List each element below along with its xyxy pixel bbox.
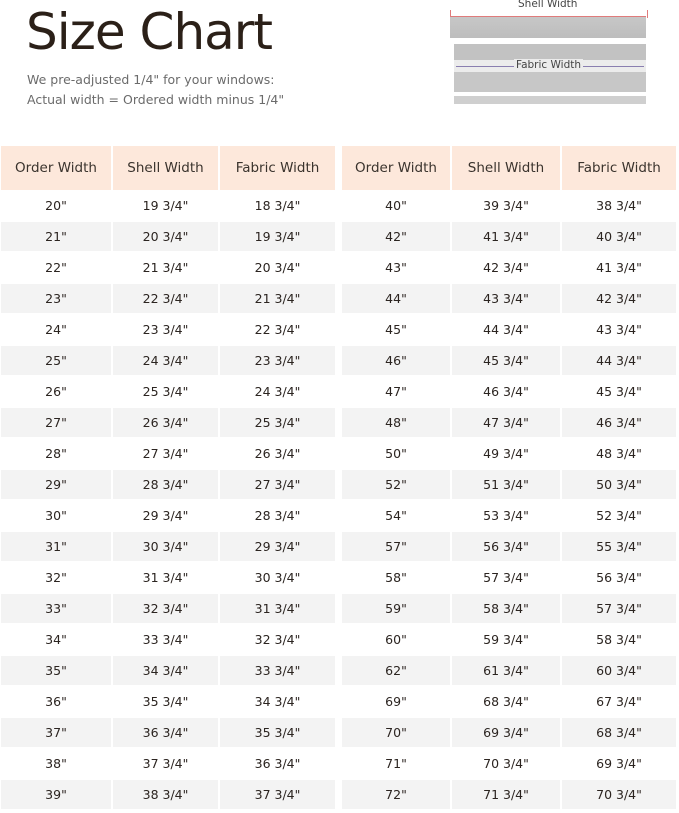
table-row	[1, 531, 335, 562]
shell-width-cell: 70 3/4"	[450, 749, 560, 778]
order-width-cell: 21"	[1, 222, 111, 251]
table-row	[342, 624, 676, 655]
shell-width-cell: 69 3/4"	[450, 718, 560, 747]
shell-width-cell: 25 3/4"	[111, 377, 218, 406]
fabric-panel-bottom	[454, 96, 646, 104]
order-width-cell: 69"	[385, 694, 407, 709]
note-line-1: We pre-adjusted 1/4" for your windows:	[27, 72, 275, 87]
shell-width-cell: 23 3/4"	[111, 315, 218, 344]
col-order-width: Order Width	[355, 160, 437, 176]
table-row	[342, 562, 676, 593]
order-width-cell: 38"	[45, 756, 67, 771]
fabric-width-cell: 46 3/4"	[560, 408, 676, 437]
table-row	[1, 624, 335, 655]
col-fabric-width: Fabric Width	[560, 146, 676, 190]
table-row	[342, 469, 676, 500]
shell-marker-right	[647, 10, 648, 18]
table-row	[1, 252, 335, 283]
shell-width-cell: 24 3/4"	[111, 346, 218, 375]
shell-width-cell: 71 3/4"	[450, 780, 560, 809]
shell-width-cell: 28 3/4"	[111, 470, 218, 499]
order-width-cell: 22"	[45, 260, 67, 275]
fabric-width-cell: 44 3/4"	[560, 346, 676, 375]
table-body	[1, 190, 335, 810]
order-width-cell: 46"	[342, 346, 450, 375]
shell-width-cell: 32 3/4"	[111, 594, 218, 623]
shell-width-cell: 21 3/4"	[111, 253, 218, 282]
adjustment-note	[27, 70, 284, 110]
fabric-width-cell: 48 3/4"	[560, 439, 676, 468]
table-row	[1, 748, 335, 779]
order-width-cell: 37"	[1, 718, 111, 747]
shell-width-cell: 59 3/4"	[450, 625, 560, 654]
table-row	[342, 531, 676, 562]
table-row	[1, 314, 335, 345]
size-table-right	[342, 146, 676, 810]
size-table-left	[1, 146, 335, 810]
table-row	[342, 748, 676, 779]
order-width-cell: 48"	[342, 408, 450, 437]
fabric-width-label: Fabric Width	[516, 59, 582, 71]
fabric-width-cell: 35 3/4"	[218, 718, 335, 747]
table-row	[342, 221, 676, 252]
order-width-cell: 23"	[1, 284, 111, 313]
fabric-width-cell: 21 3/4"	[218, 284, 335, 313]
page-title: Size Chart	[26, 3, 272, 61]
table-row	[342, 779, 676, 810]
fabric-width-cell: 52 3/4"	[560, 501, 676, 530]
table-row	[342, 655, 676, 686]
shell-width-cell: 45 3/4"	[450, 346, 560, 375]
table-row	[1, 562, 335, 593]
table-row	[1, 500, 335, 531]
col-shell-width: Shell Width	[450, 146, 560, 190]
fabric-width-cell: 30 3/4"	[218, 563, 335, 592]
fabric-width-cell: 18 3/4"	[218, 191, 335, 220]
order-width-cell: 62"	[342, 656, 450, 685]
order-width-cell: 33"	[1, 594, 111, 623]
shell-width-cell: 29 3/4"	[111, 501, 218, 530]
table-row	[1, 345, 335, 376]
shell-width-cell: 53 3/4"	[450, 501, 560, 530]
fabric-width-cell: 31 3/4"	[218, 594, 335, 623]
order-width-cell: 27"	[1, 408, 111, 437]
shell-width-cell: 35 3/4"	[111, 687, 218, 716]
fabric-width-cell: 68 3/4"	[560, 718, 676, 747]
order-width-cell: 36"	[45, 694, 67, 709]
table-row	[1, 221, 335, 252]
table-row	[342, 438, 676, 469]
order-width-cell: 43"	[385, 260, 407, 275]
fabric-width-cell: 37 3/4"	[218, 780, 335, 809]
table-row	[1, 190, 335, 221]
fabric-width-cell: 67 3/4"	[560, 687, 676, 716]
fabric-width-cell: 57 3/4"	[560, 594, 676, 623]
shell-width-cell: 37 3/4"	[111, 749, 218, 778]
table-row	[342, 190, 676, 221]
note-line-2: Actual width = Ordered width minus 1/4"	[27, 92, 285, 107]
fabric-panel-middle	[454, 72, 646, 92]
table-header	[1, 146, 335, 190]
order-width-cell: 28"	[45, 446, 67, 461]
fabric-width-cell: 41 3/4"	[560, 253, 676, 282]
order-width-cell: 44"	[342, 284, 450, 313]
table-row	[1, 655, 335, 686]
fabric-width-cell: 26 3/4"	[218, 439, 335, 468]
table-row	[1, 717, 335, 748]
order-width-cell: 34"	[45, 632, 67, 647]
fabric-width-cell: 38 3/4"	[560, 191, 676, 220]
order-width-cell: 60"	[385, 632, 407, 647]
shell-width-cell: 27 3/4"	[111, 439, 218, 468]
table-row	[342, 500, 676, 531]
shell-width-cell: 47 3/4"	[450, 408, 560, 437]
table-row	[342, 376, 676, 407]
table-row	[342, 593, 676, 624]
fabric-width-cell: 29 3/4"	[218, 532, 335, 561]
order-width-cell: 30"	[45, 508, 67, 523]
fabric-width-cell: 28 3/4"	[218, 501, 335, 530]
col-shell-width: Shell Width	[111, 146, 218, 190]
table-row	[342, 717, 676, 748]
shell-width-label: Shell Width	[518, 0, 578, 10]
fabric-width-cell: 70 3/4"	[560, 780, 676, 809]
order-width-cell: 47"	[385, 384, 407, 399]
shell-width-cell: 51 3/4"	[450, 470, 560, 499]
order-width-cell: 20"	[45, 198, 67, 213]
fabric-width-cell: 23 3/4"	[218, 346, 335, 375]
table-row	[1, 686, 335, 717]
col-order-width: Order Width	[15, 160, 97, 176]
fabric-width-cell: 33 3/4"	[218, 656, 335, 685]
fabric-width-cell: 24 3/4"	[218, 377, 335, 406]
shell-bar	[450, 16, 646, 38]
order-width-cell: 45"	[385, 322, 407, 337]
shell-width-cell: 56 3/4"	[450, 532, 560, 561]
table-row	[1, 779, 335, 810]
fabric-width-cell: 22 3/4"	[218, 315, 335, 344]
table-header	[342, 146, 676, 190]
table-row	[342, 407, 676, 438]
shell-width-cell: 38 3/4"	[111, 780, 218, 809]
shell-width-cell: 46 3/4"	[450, 377, 560, 406]
shell-width-cell: 30 3/4"	[111, 532, 218, 561]
order-width-cell: 39"	[1, 780, 111, 809]
fabric-width-cell: 32 3/4"	[218, 625, 335, 654]
order-width-cell: 71"	[385, 756, 407, 771]
order-width-cell: 52"	[342, 470, 450, 499]
fabric-width-cell: 50 3/4"	[560, 470, 676, 499]
table-row	[1, 469, 335, 500]
shell-width-cell: 20 3/4"	[111, 222, 218, 251]
order-width-cell: 50"	[385, 446, 407, 461]
blind-illustration	[448, 0, 653, 110]
order-width-cell: 70"	[342, 718, 450, 747]
order-width-cell: 32"	[45, 570, 67, 585]
order-width-cell: 59"	[342, 594, 450, 623]
fabric-width-cell: 27 3/4"	[218, 470, 335, 499]
table-row	[1, 283, 335, 314]
shell-width-cell: 44 3/4"	[450, 315, 560, 344]
table-row	[342, 686, 676, 717]
shell-width-cell: 19 3/4"	[111, 191, 218, 220]
fabric-width-cell: 20 3/4"	[218, 253, 335, 282]
fabric-width-cell: 40 3/4"	[560, 222, 676, 251]
fabric-width-cell: 43 3/4"	[560, 315, 676, 344]
shell-width-cell: 31 3/4"	[111, 563, 218, 592]
order-width-cell: 54"	[385, 508, 407, 523]
shell-width-cell: 43 3/4"	[450, 284, 560, 313]
fabric-panel-top	[454, 44, 646, 60]
shell-width-cell: 61 3/4"	[450, 656, 560, 685]
order-width-cell: 35"	[1, 656, 111, 685]
fabric-width-cell: 36 3/4"	[218, 749, 335, 778]
shell-width-cell: 34 3/4"	[111, 656, 218, 685]
fabric-width-cell: 45 3/4"	[560, 377, 676, 406]
shell-width-cell: 26 3/4"	[111, 408, 218, 437]
order-width-cell: 42"	[342, 222, 450, 251]
order-width-cell: 31"	[1, 532, 111, 561]
order-width-cell: 72"	[342, 780, 450, 809]
table-row	[342, 283, 676, 314]
table-row	[1, 376, 335, 407]
table-row	[1, 407, 335, 438]
shell-width-cell: 33 3/4"	[111, 625, 218, 654]
shell-width-cell: 57 3/4"	[450, 563, 560, 592]
order-width-cell: 29"	[1, 470, 111, 499]
fabric-width-cell: 69 3/4"	[560, 749, 676, 778]
shell-width-cell: 42 3/4"	[450, 253, 560, 282]
fabric-width-cell: 25 3/4"	[218, 408, 335, 437]
fabric-width-cell: 34 3/4"	[218, 687, 335, 716]
shell-width-cell: 22 3/4"	[111, 284, 218, 313]
table-row	[1, 438, 335, 469]
shell-width-cell: 36 3/4"	[111, 718, 218, 747]
shell-width-cell: 68 3/4"	[450, 687, 560, 716]
table-row	[342, 345, 676, 376]
order-width-cell: 57"	[342, 532, 450, 561]
order-width-cell: 24"	[45, 322, 67, 337]
shell-width-cell: 39 3/4"	[450, 191, 560, 220]
fabric-width-cell: 55 3/4"	[560, 532, 676, 561]
shell-width-cell: 58 3/4"	[450, 594, 560, 623]
shell-width-cell: 41 3/4"	[450, 222, 560, 251]
shell-width-cell: 49 3/4"	[450, 439, 560, 468]
table-row	[1, 593, 335, 624]
table-row	[342, 252, 676, 283]
order-width-cell: 58"	[385, 570, 407, 585]
fabric-width-cell: 19 3/4"	[218, 222, 335, 251]
order-width-cell: 40"	[385, 198, 407, 213]
fabric-width-cell: 56 3/4"	[560, 563, 676, 592]
order-width-cell: 25"	[1, 346, 111, 375]
fabric-width-cell: 58 3/4"	[560, 625, 676, 654]
table-body	[342, 190, 676, 810]
fabric-width-cell: 42 3/4"	[560, 284, 676, 313]
fabric-width-cell: 60 3/4"	[560, 656, 676, 685]
col-fabric-width: Fabric Width	[218, 146, 335, 190]
order-width-cell: 26"	[45, 384, 67, 399]
table-row	[342, 314, 676, 345]
